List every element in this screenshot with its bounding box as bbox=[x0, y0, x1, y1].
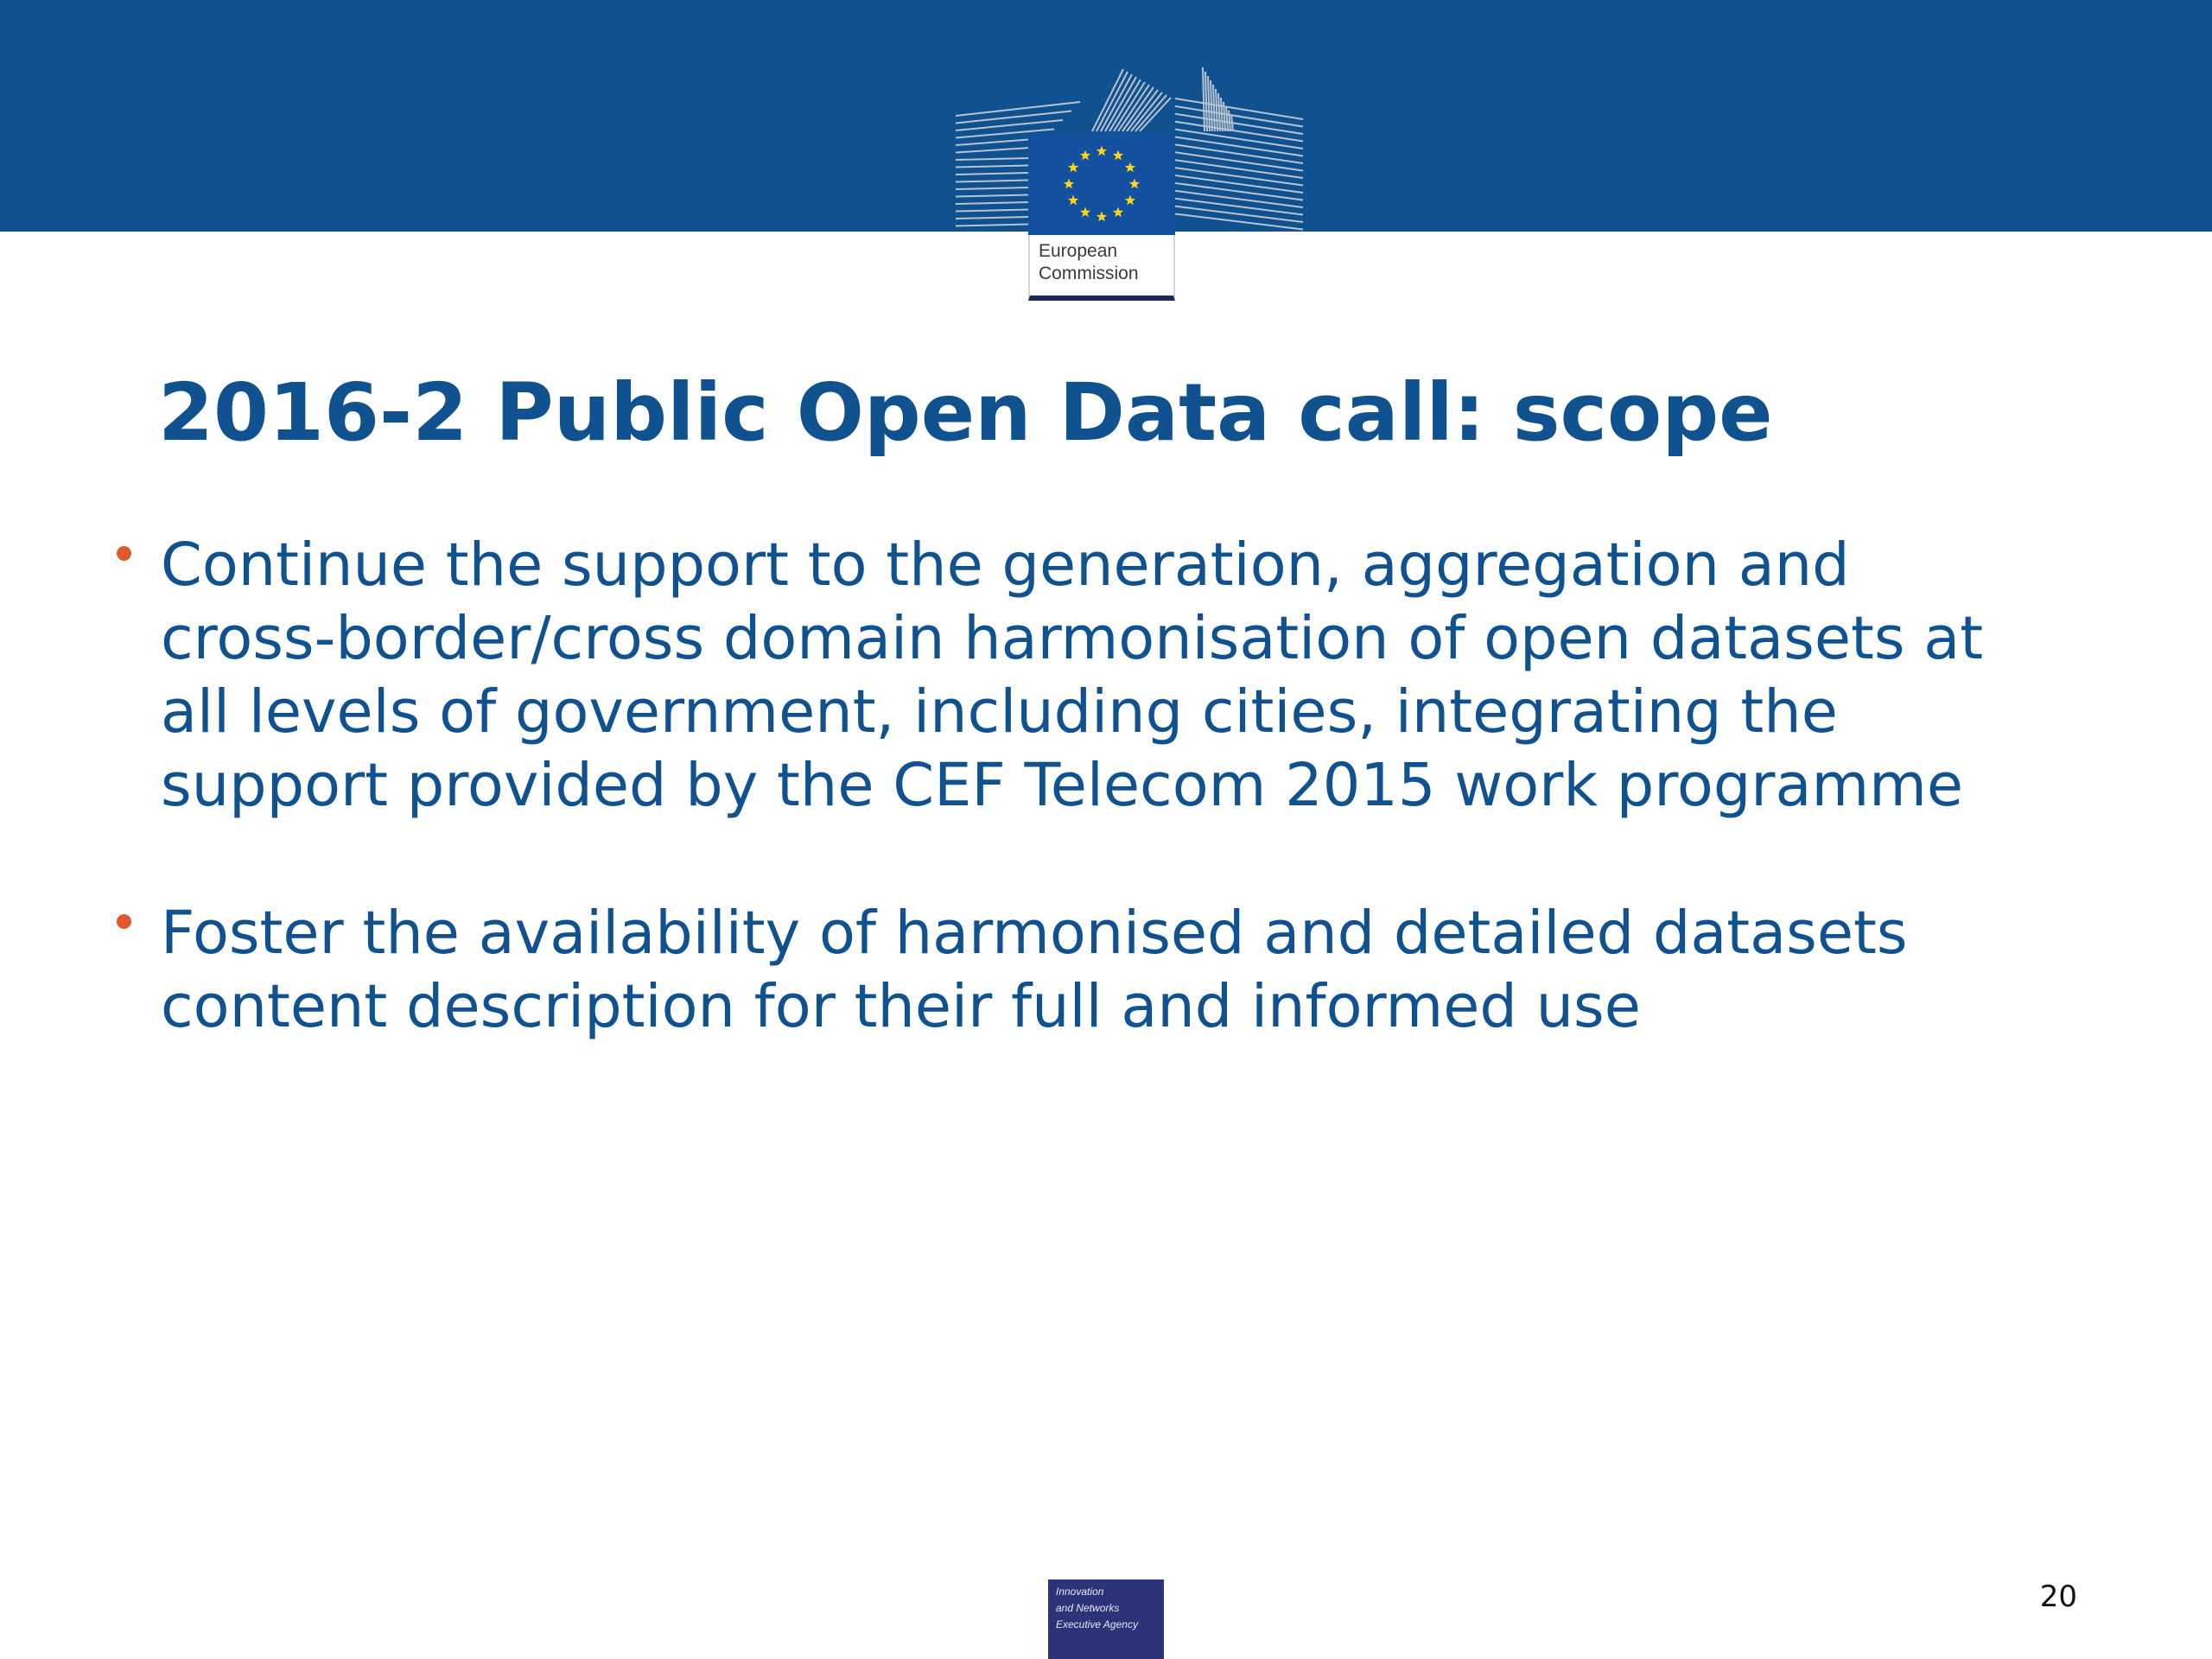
inea-logo-line-2: and Networks bbox=[1056, 1602, 1120, 1614]
logo-label bbox=[1028, 235, 1175, 301]
bullet-line: Foster the availability of harmonised and detailed datasets bbox=[161, 899, 1908, 968]
european-commission-logo bbox=[954, 64, 1305, 306]
page-number: 20 bbox=[2039, 1580, 2077, 1614]
bullet-line: all levels of government, including cities, integrating the bbox=[161, 677, 1838, 747]
inea-logo bbox=[1048, 1580, 1164, 1659]
slide-title: 2016-2 Public Open Data call: scope bbox=[158, 366, 1773, 459]
building-emblem-icon bbox=[954, 64, 1305, 237]
bullet-line: cross-border/cross domain harmonisation of open datasets at bbox=[161, 604, 1984, 673]
bullet-dot-icon bbox=[117, 914, 131, 929]
bullet-dot-icon bbox=[117, 546, 131, 561]
bullet-line: content description for their full and informed use bbox=[161, 972, 1641, 1041]
inea-logo-line-3: Executive Agency bbox=[1056, 1618, 1138, 1630]
inea-logo-line-1: Innovation bbox=[1056, 1586, 1104, 1598]
logo-label-line-2: Commission bbox=[1039, 264, 1139, 283]
bullet-item bbox=[112, 529, 2100, 823]
bullet-item bbox=[112, 897, 2100, 1044]
bullet-list bbox=[112, 529, 2100, 1044]
bullet-line: support provided by the CEF Telecom 2015 work programme bbox=[161, 751, 1964, 820]
bullet-line: Continue the support to the generation, aggregation and bbox=[161, 531, 1850, 600]
logo-label-line-1: European bbox=[1039, 241, 1118, 261]
